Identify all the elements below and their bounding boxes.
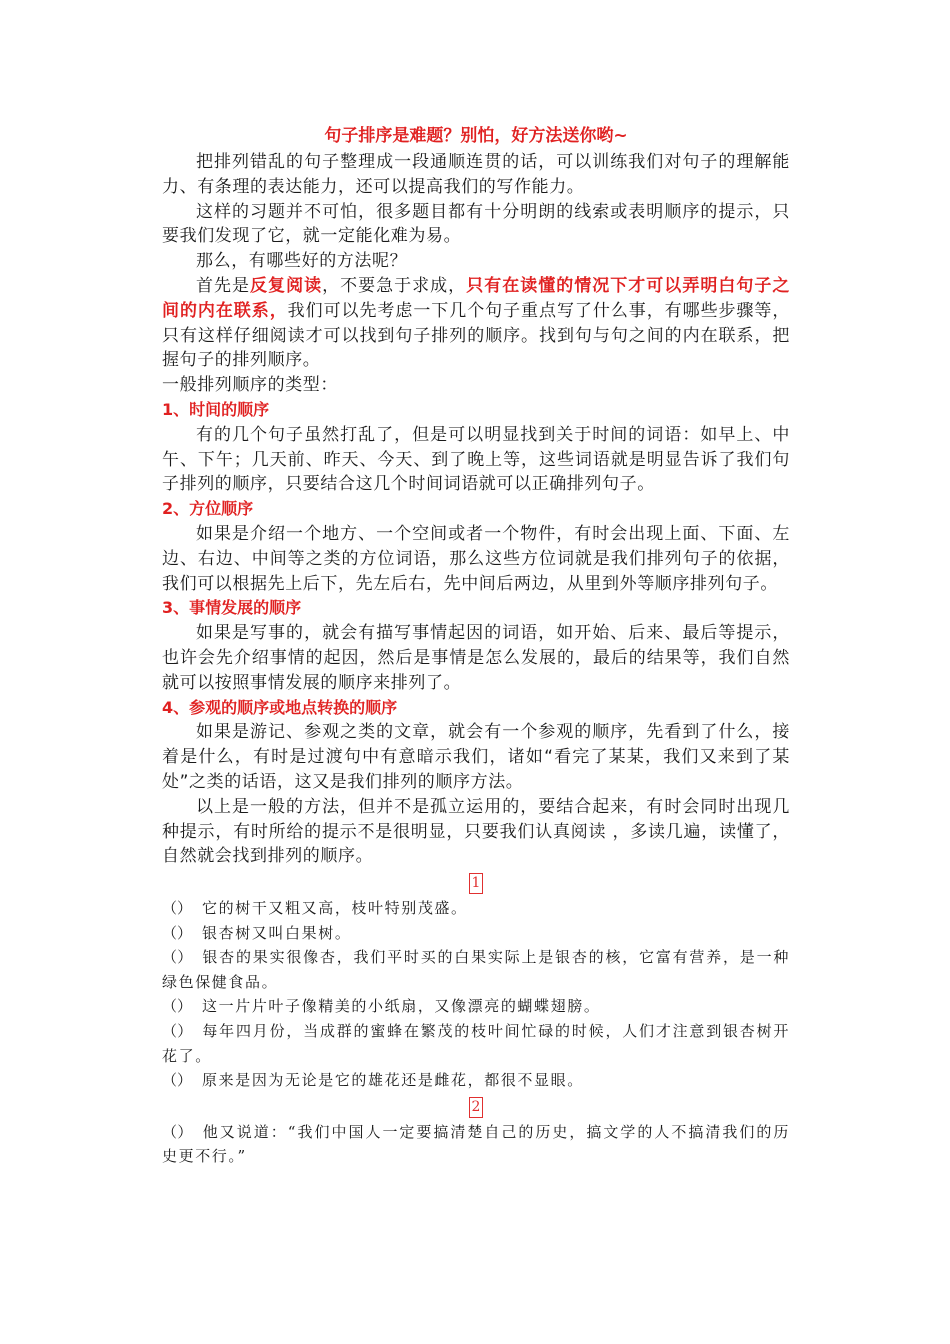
exercise-sentence — [162, 1068, 790, 1093]
page-title: 句子排序是难题？别怕，好方法送你哟~ — [324, 126, 628, 146]
exercise-sentence-text: 这一片片叶子像精美的小纸扇，又像漂亮的蝴蝶翅膀。 — [202, 997, 601, 1016]
method-lead: 首先是 — [196, 275, 251, 296]
section-heading-time: 1、时间的顺序 — [162, 399, 270, 419]
section-text-direction: 如果是介绍一个地方、一个空间或者一个物件，有时会出现上面、下面、左边、右边、中间等之类的方位词语，那么这些方位词就是我们排列句子的依据，我们可以根据先上后下，先左后右，先中间后两边，从里到外等顺序排列句子。 — [162, 523, 790, 594]
exercise-number-2: 2 — [469, 1097, 483, 1118]
section-text-visit: 如果是游记、参观之类的文章，就会有一个参观的顺序，先看到了什么，接着是什么，有时是过渡句中有意暗示我们，诸如“看完了某某，我们又来到了某处”之类的话语，这又是我们排列的顺序方法。 — [162, 722, 790, 792]
exercise-sentence-text: 银杏的果实很像杏，我们平时买的白果实际上是银杏的核，它富有营养，是一种绿色保健食品。 — [162, 948, 790, 991]
answer-bracket[interactable]: （） — [162, 1071, 193, 1090]
answer-bracket[interactable]: （） — [162, 923, 193, 942]
answer-bracket[interactable]: （） — [162, 899, 193, 918]
document-page — [162, 124, 790, 1169]
exercise-sentence — [162, 896, 790, 921]
emphasis-understanding: 只有在读懂的情况下才可以弄明白句子之间的内在联系， — [162, 275, 790, 321]
section-text-events: 如果是写事的，就会有描写事情起因的词语，如开始、后来、最后等提示，也许会先介绍事情的起因，然后是事情是怎么发展的，最后的结果等，我们自然就可以按照事情发展的顺序来排列了。 — [162, 623, 790, 693]
answer-bracket[interactable]: （） — [162, 1022, 193, 1041]
exercise-sentence-text: 他又说道：“我们中国人一定要搞清楚自己的历史，搞文学的人不搞清我们的历史更不行。” — [162, 1122, 790, 1166]
exercise-sentence — [162, 921, 790, 946]
types-intro: 一般排列顺序的类型： — [162, 375, 338, 396]
exercise-number-1: 1 — [469, 873, 483, 894]
exercise-sentence-text: 原来是因为无论是它的雄花还是雌花，都很不显眼。 — [202, 1071, 584, 1090]
intro-paragraph: 这样的习题并不可怕，很多题目都有十分明朗的线索或表明顺序的提示，只要我们发现了它，就一定能化难为易。 — [162, 201, 790, 247]
exercise-sentence — [162, 994, 790, 1019]
exercise-sentence-text: 银杏树又叫白果树。 — [202, 923, 352, 942]
answer-bracket[interactable]: （） — [162, 948, 193, 967]
exercise-sentence — [162, 945, 790, 994]
exercise-sentence — [162, 1120, 790, 1169]
exercise-sentence — [162, 1019, 790, 1068]
section-heading-visit: 4、参观的顺序或地点转换的顺序 — [162, 697, 398, 717]
section-text-time: 有的几个句子虽然打乱了，但是可以明显找到关于时间的词语：如早上、中午、下午；几天前、昨天、今天、到了晚上等，这些词语就是明显告诉了我们句子排列的顺序，只要结合这几个时间词语就可以正确排列句子。 — [162, 424, 790, 495]
method-paragraph — [162, 274, 790, 373]
intro-paragraph: 把排列错乱的句子整理成一段通顺连贯的话，可以训练我们对句子的理解能力、有条理的表达能力，还可以提高我们的写作能力。 — [162, 152, 790, 197]
conclusion-paragraph: 以上是一般的方法，但并不是孤立运用的，要结合起来，有时会同时出现几种提示，有时所给的提示不是很明显，只要我们认真阅读 ，多读几遍，读懂了，自然就会找到排列的顺序。 — [162, 796, 790, 867]
section-heading-direction: 2、方位顺序 — [162, 499, 254, 519]
intro-paragraph: 那么，有哪些好的方法呢？ — [196, 251, 408, 272]
method-rest: 我们可以先考虑一下几个句子重点写了什么事，有哪些步骤等，只有这样仔细阅读才可以找到句子排列的顺序。找到句与句之间的内在联系，把握句子的排列顺序。 — [162, 300, 790, 371]
emphasis-reread: 反复阅读 — [250, 275, 323, 296]
section-heading-events: 3、事情发展的顺序 — [162, 598, 302, 618]
exercise-sentence-text: 每年四月份，当成群的蜜蜂在繁茂的枝叶间忙碌的时候，人们才注意到银杏树开花了。 — [162, 1022, 790, 1065]
answer-bracket[interactable]: （） — [162, 1122, 193, 1141]
exercise-sentence-text: 它的树干又粗又高，枝叶特别茂盛。 — [202, 899, 468, 918]
method-mid: ，不要急于求成， — [322, 275, 467, 296]
answer-bracket[interactable]: （） — [162, 997, 193, 1016]
